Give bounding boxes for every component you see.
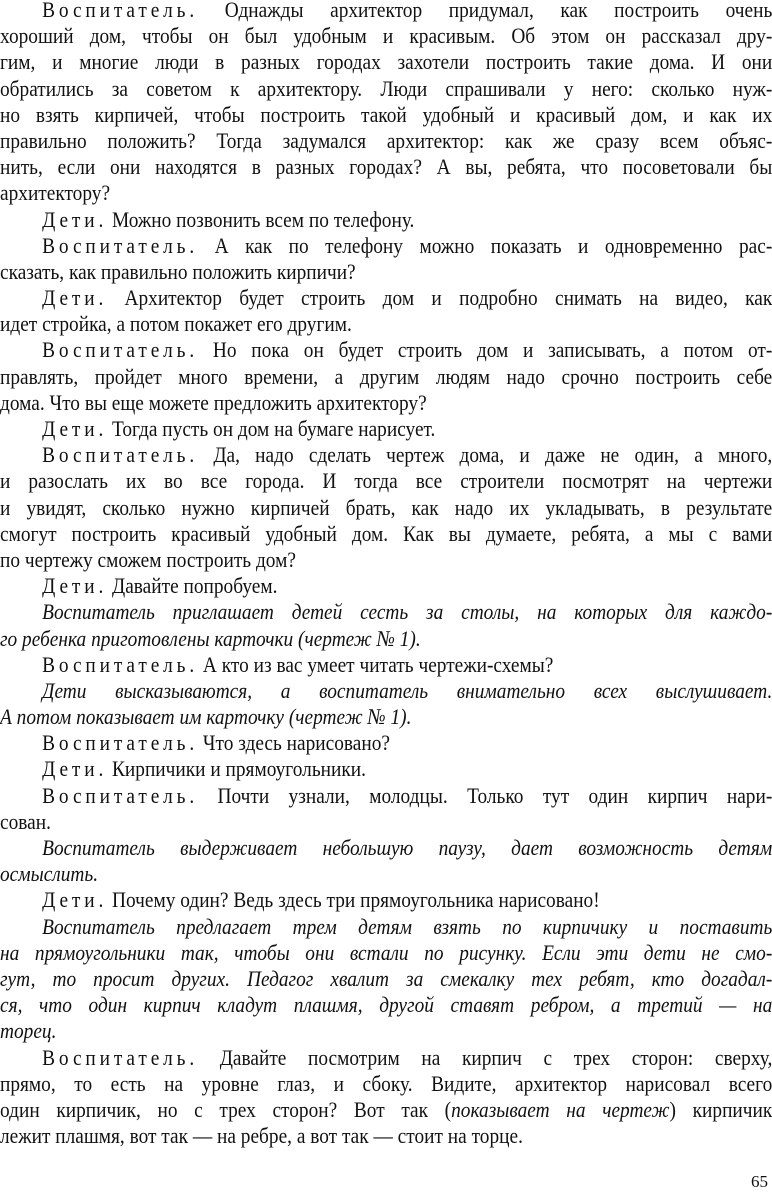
text-line bbox=[0, 102, 772, 128]
text-line bbox=[0, 1045, 772, 1071]
text-line bbox=[0, 311, 772, 337]
text-line bbox=[0, 337, 772, 363]
text-line bbox=[0, 0, 772, 23]
text-line bbox=[0, 704, 772, 730]
text-line bbox=[0, 573, 772, 599]
stage-direction: на прямоугольники так, чтобы они встали по рисунку. Если эти дети не смо- bbox=[0, 939, 772, 965]
text-line bbox=[0, 1071, 772, 1097]
dialogue-text: Что здесь нарисовано? bbox=[198, 730, 391, 756]
text-line bbox=[0, 521, 772, 547]
text-line bbox=[0, 1018, 772, 1044]
speaker-label: Воспитатель. bbox=[42, 782, 199, 808]
stage-direction: Воспитатель приглашает детей сесть за столы, на которых для каждо- bbox=[42, 599, 772, 625]
speaker-label: Воспитатель. bbox=[42, 337, 199, 363]
stage-direction: Дети высказываются, а воспитатель внимательно всех выслушивает. bbox=[42, 677, 772, 703]
dialogue-text: Кирпичики и прямоугольники. bbox=[107, 756, 366, 782]
dialogue-text: Можно позвонить всем по телефону. bbox=[107, 206, 415, 232]
dialogue-text: ) кирпичик bbox=[669, 1096, 772, 1122]
stage-direction: го ребенка приготовлены карточки (чертеж № 1). bbox=[0, 625, 421, 651]
dialogue-text: один кирпичик, но с трех сторон? Вот так ( bbox=[0, 1096, 452, 1122]
speaker-label: Воспитатель. bbox=[42, 651, 199, 677]
speaker-label: Дети. bbox=[42, 756, 108, 782]
text-line bbox=[0, 495, 772, 521]
stage-direction: гут, то просит других. Педагог хвалит за смекалку тех ребят, кто догадал- bbox=[0, 965, 772, 991]
speaker-label: Дети. bbox=[42, 285, 108, 311]
dialogue-text: по чертежу сможем построить дом? bbox=[0, 546, 296, 572]
text-line bbox=[0, 207, 772, 233]
dialogue-text: А как по телефону можно показать и одновременно рас- bbox=[198, 232, 772, 258]
stage-direction: Воспитатель выдерживает небольшую паузу, дает возможность детям bbox=[42, 835, 772, 860]
text-line bbox=[0, 992, 772, 1018]
stage-direction: осмыслить. bbox=[0, 861, 99, 887]
text-line bbox=[0, 730, 772, 756]
dialogue-text: идет стройка, а потом покажет его другим. bbox=[0, 311, 352, 337]
text-line bbox=[0, 390, 772, 416]
stage-direction: показывает на чертеж bbox=[451, 1096, 670, 1122]
dialogue-text: Но пока он будет строить дом и записывать, а потом от- bbox=[198, 337, 772, 363]
text-line bbox=[0, 914, 772, 940]
speaker-label: Воспитатель. bbox=[42, 730, 199, 756]
text-line bbox=[0, 285, 772, 311]
dialogue-text: сказать, как правильно положить кирпичи? bbox=[0, 258, 356, 284]
text-line bbox=[0, 259, 772, 285]
stage-direction: А потом показывает им карточку (чертеж № 1). bbox=[0, 704, 412, 730]
text-line bbox=[0, 940, 772, 966]
dialogue-text: правильно положить? Тогда задумался архитектор: как же сразу всем объяс- bbox=[0, 127, 772, 153]
text-line bbox=[0, 76, 772, 102]
text-line bbox=[0, 756, 772, 782]
speaker-label: Воспитатель. bbox=[42, 0, 199, 22]
text-line bbox=[0, 547, 772, 573]
dialogue-text: гим, и многие люди в разных городах захотели построить такие дома. И они bbox=[0, 49, 772, 75]
speaker-label: Дети. bbox=[42, 573, 108, 599]
text-line bbox=[0, 49, 772, 75]
dialogue-text: Давайте посмотрим на кирпич с трех сторон: сверху, bbox=[198, 1044, 772, 1070]
text-line bbox=[0, 783, 772, 809]
dialogue-text: правлять, пройдет много времени, а другим людям надо срочно построить себе bbox=[0, 363, 772, 389]
dialogue-text: сован. bbox=[0, 808, 51, 834]
stage-direction: Воспитатель предлагает трем детям взять по кирпичику и поставить bbox=[42, 913, 772, 939]
text-line bbox=[0, 468, 772, 494]
text-line bbox=[0, 364, 772, 390]
speaker-label: Воспитатель. bbox=[42, 232, 199, 258]
dialogue-text: и разослать их во все города. И тогда все строители посмотрят на чертежи bbox=[0, 468, 772, 494]
dialogue-text: А кто из вас умеет читать чертежи-схемы? bbox=[198, 651, 554, 677]
text-line bbox=[0, 887, 772, 913]
speaker-label: Дети. bbox=[42, 887, 108, 913]
text-line bbox=[0, 154, 772, 180]
text-line bbox=[0, 23, 772, 49]
text-line bbox=[0, 1097, 772, 1123]
speaker-label: Дети. bbox=[42, 206, 108, 232]
text-line bbox=[0, 861, 772, 887]
text-line bbox=[0, 652, 772, 678]
dialogue-text: Почти узнали, молодцы. Только тут один кирпич нари- bbox=[198, 782, 772, 808]
dialogue-text: архитектору? bbox=[0, 180, 111, 206]
dialogue-text: Архитектор будет строить дом и подробно снимать на видео, как bbox=[107, 285, 772, 311]
speaker-label: Воспитатель. bbox=[42, 1044, 199, 1070]
dialogue-text: и увидят, сколько нужно кирпичей брать, как надо их укладывать, в результате bbox=[0, 494, 772, 520]
dialogue-text: Давайте попробуем. bbox=[107, 573, 278, 599]
text-line bbox=[0, 599, 772, 625]
text-line bbox=[0, 678, 772, 704]
text-line bbox=[0, 180, 772, 206]
dialogue-text: Тогда пусть он дом на бумаге нарисует. bbox=[107, 416, 436, 441]
text-line bbox=[0, 442, 772, 468]
dialogue-text: но взять кирпичей, чтобы построить такой удобный и красивый дом, и как их bbox=[0, 101, 772, 127]
stage-direction: ся, что один кирпич кладут плашмя, другой ставят ребром, а третий — на bbox=[0, 992, 772, 1018]
text-line bbox=[0, 128, 772, 154]
dialogue-text: дома. Что вы еще можете предложить архитектору? bbox=[0, 389, 427, 415]
text-line bbox=[0, 835, 772, 861]
dialogue-text: Однажды архитектор придумал, как построить очень bbox=[198, 0, 772, 22]
text-line bbox=[0, 626, 772, 652]
dialogue-text: Почему один? Ведь здесь три прямоугольника нарисовано! bbox=[107, 887, 600, 913]
dialogue-text: лежит плашмя, вот так — на ребре, а вот так — стоит на торце. bbox=[0, 1123, 523, 1149]
text-line bbox=[0, 1123, 772, 1149]
stage-direction: торец. bbox=[0, 1018, 57, 1044]
page-number: 65 bbox=[751, 1172, 768, 1191]
dialogue-text: Да, надо сделать чертеж дома, и даже не один, а много, bbox=[198, 442, 772, 468]
speaker-label: Воспитатель. bbox=[42, 442, 199, 468]
dialogue-text: хороший дом, чтобы он был удобным и красивым. Об этом он рассказал дру- bbox=[0, 23, 772, 49]
dialogue-text: обратились за советом к архитектору. Люди спрашивали у него: сколько нуж- bbox=[0, 75, 772, 101]
text-line bbox=[0, 416, 772, 442]
text-line bbox=[0, 966, 772, 992]
speaker-label: Дети. bbox=[42, 416, 108, 441]
dialogue-text: смогут построить красивый удобный дом. Как вы думаете, ребята, а мы с вами bbox=[0, 520, 772, 546]
dialogue-text: прямо, то есть на уровне глаз, и сбоку. Видите, архитектор нарисовал всего bbox=[0, 1070, 772, 1096]
dialogue-text: нить, если они находятся в разных городах? А вы, ребята, что посоветовали бы bbox=[0, 154, 772, 180]
text-line bbox=[0, 233, 772, 259]
text-line bbox=[0, 809, 772, 835]
